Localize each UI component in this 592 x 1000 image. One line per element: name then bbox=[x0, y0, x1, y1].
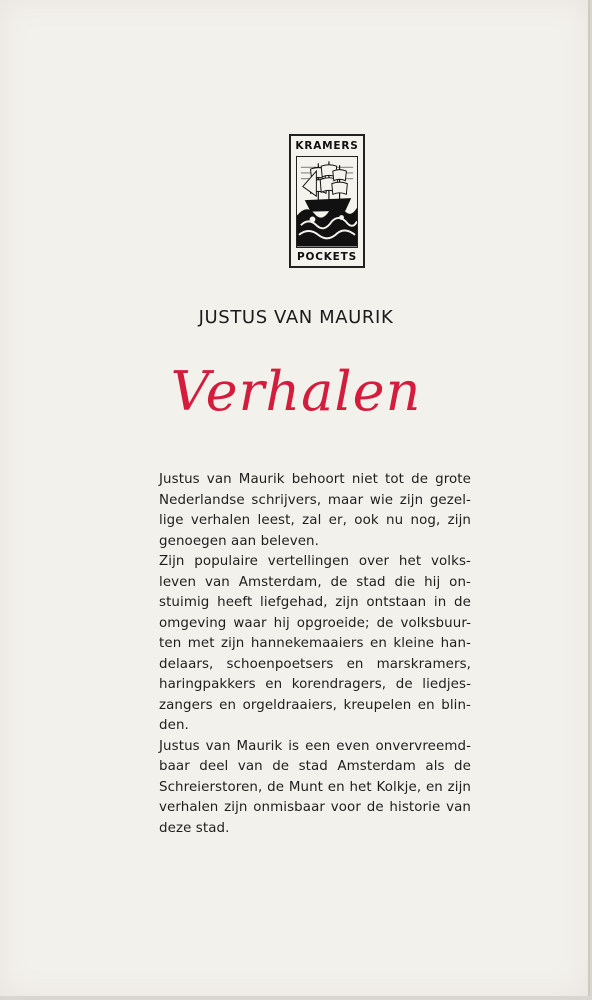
blurb-paragraph bbox=[159, 737, 471, 840]
book-title: Verhalen bbox=[170, 360, 422, 423]
logo-top-text: KRAMERS bbox=[295, 140, 359, 152]
logo-bottom-text: POCKETS bbox=[297, 251, 357, 263]
blurb-line: ten met zijn hannekemaaiers en kleine han- bbox=[159, 636, 471, 651]
sailing-ship-icon bbox=[296, 156, 358, 248]
blurb-line: deze stad. bbox=[159, 820, 230, 836]
blurb-line: stuimig heeft liefgehad, zijn ontstaan in de bbox=[159, 595, 471, 610]
blurb-line: Zijn populaire vertellingen over het volks- bbox=[159, 554, 471, 569]
blurb-line: omgeving waar hij opgroeide; de volksbuur- bbox=[159, 615, 471, 631]
publisher-logo bbox=[289, 134, 365, 268]
blurb-line: baar deel van de stad Amsterdam als de bbox=[159, 759, 471, 774]
blurb-line: den. bbox=[159, 718, 189, 733]
blurb-line: lige verhalen leest, zal er, ook nu nog, zijn bbox=[159, 513, 471, 528]
author-name: JUSTUS VAN MAURIK bbox=[198, 307, 394, 328]
blurb-paragraph bbox=[159, 552, 471, 737]
blurb-line: Nederlandse schrijvers, maar wie zijn gezel- bbox=[159, 492, 471, 508]
blurb-line: Justus van Maurik is een even onvervreemd- bbox=[159, 738, 471, 754]
blurb-line: genoegen aan beleven. bbox=[159, 533, 319, 549]
blurb-paragraph bbox=[159, 470, 471, 552]
blurb-line: Justus van Maurik behoort niet tot de grote bbox=[159, 472, 471, 487]
blurb-line: leven van Amsterdam, de stad die hij on- bbox=[159, 574, 471, 590]
blurb-line: zangers en orgeldraaiers, kreupelen en blin- bbox=[159, 697, 471, 713]
blurb-line: verhalen zijn onmisbaar voor de historie van bbox=[159, 800, 471, 815]
blurb-line: haringpakkers en korendragers, de liedjes- bbox=[159, 677, 471, 692]
blurb-line: delaars, schoenpoetsers en marskramers, bbox=[159, 656, 471, 672]
blurb-text bbox=[159, 470, 471, 839]
blurb-line: Schreierstoren, de Munt en het Kolkje, en zijn bbox=[159, 779, 471, 795]
